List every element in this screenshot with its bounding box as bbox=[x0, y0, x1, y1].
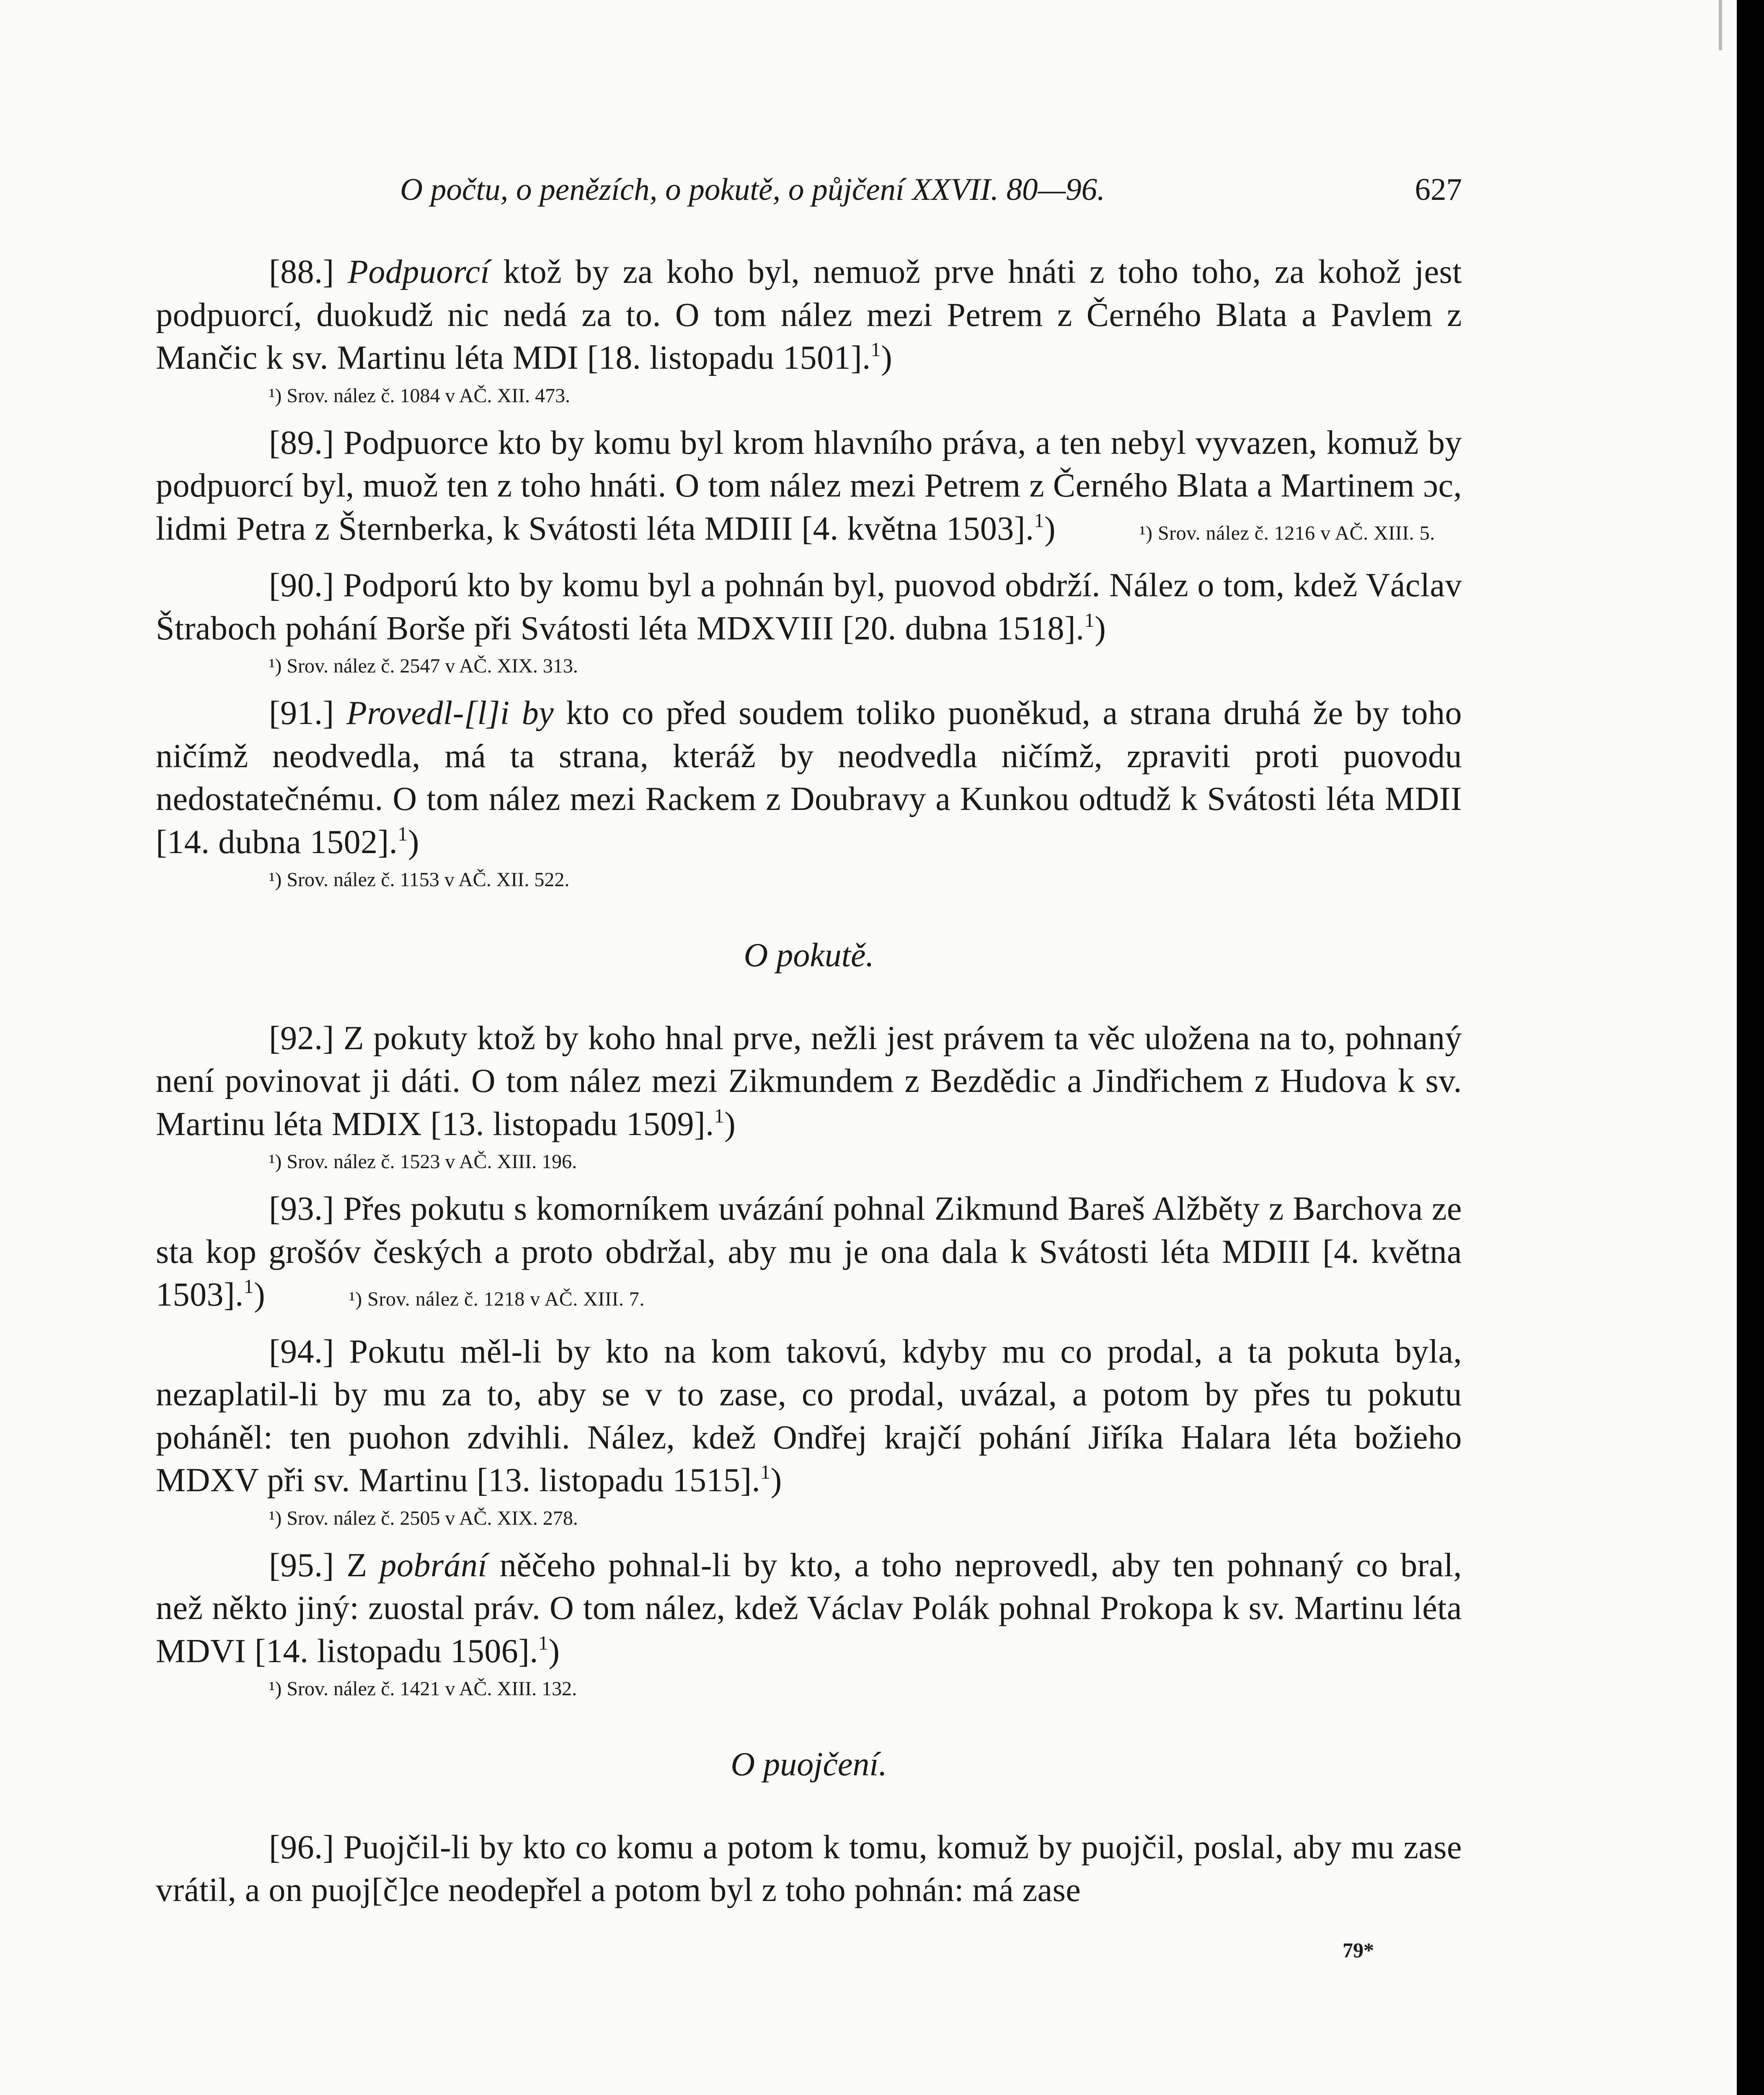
paragraph-89 bbox=[156, 422, 1462, 555]
section-heading-pokute: O pokutě. bbox=[744, 937, 874, 974]
footnote-mark: 1 bbox=[870, 339, 881, 361]
footnote: ¹) Srov. nález č. 1084 v AČ. XII. 473. bbox=[269, 384, 571, 407]
paragraph-close: ) bbox=[881, 339, 893, 376]
page-edge-mark bbox=[1719, 0, 1722, 50]
signature-mark: 79* bbox=[1343, 1938, 1374, 1962]
paragraph-text: Z pokuty ktož by koho hnal prve, nežli jest právem ta věc uložena na to, pohnaný není povinovat ji dáti. O tom nález mezi Zikmundem z Bezdědic a Jindřichem z Hudova k sv. Martinu léta MDIX [13. listopadu 1509]. bbox=[156, 1019, 1462, 1143]
paragraph-number: [92.] bbox=[269, 1019, 334, 1057]
paragraph-number: [95.] bbox=[269, 1547, 334, 1584]
paragraph-number: [89.] bbox=[269, 424, 334, 461]
paragraph-close: ) bbox=[408, 823, 419, 861]
paragraph-close: ) bbox=[724, 1105, 736, 1143]
footnote-mark: 1 bbox=[714, 1104, 725, 1127]
footnote: ¹) Srov. nález č. 1218 v AČ. XIII. 7. bbox=[349, 1288, 645, 1310]
paragraph-88 bbox=[156, 251, 1462, 380]
paragraph-93 bbox=[156, 1187, 1462, 1321]
paragraph-close: ) bbox=[548, 1632, 560, 1670]
footnote-mark: 1 bbox=[398, 822, 408, 845]
paragraph-91 bbox=[156, 692, 1462, 864]
section-heading-pujceni: O puojčení. bbox=[731, 1746, 887, 1783]
footnote-mark: 1 bbox=[1084, 609, 1095, 631]
footnote: ¹) Srov. nález č. 1153 v AČ. XII. 522. bbox=[269, 869, 570, 891]
paragraph-number: [93.] bbox=[269, 1190, 334, 1227]
paragraph-number: [88.] bbox=[269, 253, 334, 290]
footnote: ¹) Srov. nález č. 2547 v AČ. XIX. 313. bbox=[269, 655, 578, 677]
page-number: 627 bbox=[1415, 172, 1462, 207]
paragraph-text: kto co před soudem toliko puoněkud, a strana druhá že by toho ničímž neodvedla, má ta strana, kteráž by neodvedla ničímž, zpraviti proti puovodu nedostatečnému. O tom nález mezi Rackem z Doubravy a Kunkou odtudž k Svátosti léta MDII [14. dubna 1502]. bbox=[156, 695, 1462, 861]
paragraph-text: Přes pokutu s komorníkem uvázání pohnal Zikmund Bareš Alžběty z Barchova ze sta kop grošóv českých a proto obdržal, aby mu je ona dala k Svátosti léta MDIII [4. května 1503]. bbox=[156, 1190, 1462, 1313]
paragraph-text: Puojčil-li by kto co komu a potom k tomu, komuž by puojčil, poslal, aby mu zase vrátil, a on puoj[č]ce neodepřel a potom byl z toho pohnán: má zase bbox=[156, 1829, 1462, 1909]
paragraph-text: Podporú kto by komu byl a pohnán byl, puovod obdrží. Nález o tom, kdež Václav Štraboch pohání Borše při Svátosti léta MDXVIII [20. dubna 1518]. bbox=[156, 567, 1462, 647]
paragraph-94 bbox=[156, 1330, 1462, 1502]
footnote-mark: 1 bbox=[1034, 509, 1044, 532]
paragraph-pre: Z bbox=[346, 1547, 367, 1584]
footnote: ¹) Srov. nález č. 1421 v AČ. XIII. 132. bbox=[269, 1678, 577, 1700]
footnote: ¹) Srov. nález č. 2505 v AČ. XIX. 278. bbox=[269, 1507, 578, 1529]
paragraph-number: [96.] bbox=[269, 1829, 334, 1866]
footnote-mark: 1 bbox=[243, 1275, 254, 1298]
footnote: ¹) Srov. nález č. 1523 v AČ. XIII. 196. bbox=[269, 1151, 577, 1173]
footnote-mark: 1 bbox=[538, 1632, 549, 1654]
text-column bbox=[156, 251, 1462, 1912]
paragraph-lead: Podpuorcí bbox=[347, 253, 490, 290]
paragraph-close: ) bbox=[1095, 610, 1106, 647]
footnote-mark: 1 bbox=[760, 1461, 771, 1483]
paragraph-text: Pokutu měl-li by kto na kom takovú, kdyby mu co prodal, a ta pokuta byla, nezaplatil-li by mu za to, aby se v to zase, co prodal, uvázal, a potom by přes tu pokutu poháněl: ten puohon zdvihli. Nález, kdež Ondřej krajčí pohání Jiříka Halara léta božieho MDXV při sv. Martinu [13. listopadu 1515]. bbox=[156, 1333, 1462, 1499]
paragraph-number: [90.] bbox=[269, 567, 334, 604]
paragraph-lead: Provedl-[l]i by bbox=[346, 695, 554, 732]
footnote: ¹) Srov. nález č. 1216 v AČ. XIII. 5. bbox=[1139, 522, 1435, 544]
paragraph-lead: pobrání bbox=[380, 1547, 488, 1584]
paragraph-90 bbox=[156, 564, 1462, 650]
paragraph-96 bbox=[156, 1826, 1462, 1912]
paragraph-number: [94.] bbox=[269, 1333, 334, 1370]
running-header: O počtu, o penězích, o pokutě, o půjčení XXVII. 80—96. bbox=[400, 172, 1105, 207]
paragraph-text: Podpuorce kto by komu byl krom hlavního práva, a ten nebyl vyvazen, komuž by podpuorcí byl, muož ten z toho hnáti. O tom nález mezi Petrem z Černého Blata a Martinem ɔc, lidmi Petra z Šternberka, k Svátosti léta MDIII [4. května 1503]. bbox=[156, 424, 1462, 547]
paragraph-close: ) bbox=[770, 1462, 782, 1499]
paragraph-text: ktož by za koho byl, nemuož prve hnáti z toho toho, za kohož jest podpuorcí, duokudž nic nedá za to. O tom nález mezi Petrem z Černého Blata a Pavlem z Mančic k sv. Martinu léta MDI [18. listopadu 1501]. bbox=[156, 253, 1462, 376]
paragraph-number: [91.] bbox=[269, 695, 334, 732]
paragraph-close: ) bbox=[1044, 510, 1056, 547]
paragraph-text: něčeho pohnal-li by kto, a toho neprovedl, aby ten pohnaný co bral, než někto jiný: zuostal práv. O tom nález, kdež Václav Polák pohnal Prokopa k sv. Martinu léta MDVI [14. listopadu 1506]. bbox=[156, 1547, 1462, 1670]
paragraph-95 bbox=[156, 1544, 1462, 1673]
paragraph-92 bbox=[156, 1017, 1462, 1146]
paragraph-close: ) bbox=[254, 1276, 266, 1313]
